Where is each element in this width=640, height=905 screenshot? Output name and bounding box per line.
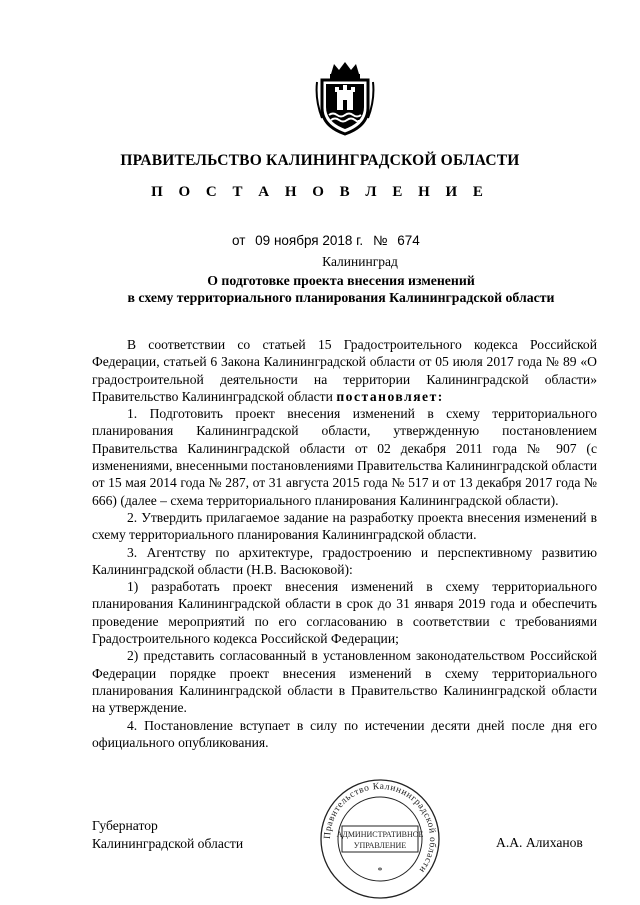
date-prefix: от <box>232 233 246 248</box>
number-sign: № <box>372 233 388 248</box>
subject-line-2: в схему территориального планирования Калининградской области <box>127 290 555 305</box>
document-body <box>92 336 597 751</box>
seal-center-line-2: УПРАВЛЕНИЕ <box>353 841 407 850</box>
signatory-title <box>92 817 243 853</box>
decree-word: постановляет: <box>336 388 444 404</box>
paragraph-3-2: 2) представить согласованный в установленном законодательством Российской Федерации порядке проект внесения изменений в схему территориального планирования Калининградской области в Правительство Калининградской области на утверждение. <box>92 648 597 716</box>
official-seal <box>315 778 445 900</box>
intro-paragraph <box>92 336 597 405</box>
document-type: П О С Т А Н О В Л Е Н И Е <box>151 184 489 200</box>
coat-of-arms-icon <box>314 60 376 136</box>
government-title: ПРАВИТЕЛЬСТВО КАЛИНИНГРАДСКОЙ ОБЛАСТИ <box>120 152 520 169</box>
paragraph-1: 1. Подготовить проект внесения изменений в схему территориального планирования Калининградской области, утвержденную постановлением Правительства Калининградской области от 02 декабря 2011 года № 907 (с изменениями, внесенными постановлениями Правительства Калининградской области от 15 мая 2014 года № 287, от 31 августа 2015 года № 517 и от 13 декабря 2017 года № 666) (далее – схема территориального планирования Калининградской области). <box>92 406 597 508</box>
city-name: Калининград <box>322 254 398 269</box>
document-date: 09 ноября 2018 г. <box>255 233 364 248</box>
seal-star-icon: * <box>377 866 383 877</box>
date-number-line <box>232 233 426 248</box>
seal-ring-text: Правительство Калининградской области <box>322 781 438 875</box>
document-subject <box>0 272 640 306</box>
signatory-name: А.А. Алиханов <box>496 835 583 850</box>
signatory-title-line-2: Калининградской области <box>92 836 244 851</box>
paragraph-3-1: 1) разработать проект внесения изменений в схему территориального планирования Калининградской области в срок до 31 января 2019 года и обеспечить проведение мероприятий по его согласованию в соответствии с требованиями Градостроительного кодекса Российской Федерации; <box>92 579 597 647</box>
document-number: 674 <box>397 233 420 248</box>
seal-center-line-1: АДМИНИСТРАТИВНОЕ <box>336 830 424 839</box>
paragraph-3: 3. Агентству по архитектуре, градостроению и перспективному развитию Калининградской области (Н.В. Васюковой): <box>92 544 597 577</box>
paragraph-4: 4. Постановление вступает в силу по истечении десяти дней после дня его официального опубликования. <box>92 717 597 750</box>
subject-line-1: О подготовке проекта внесения изменений <box>207 273 475 288</box>
intro-text: В соответствии со статьей 15 Градостроительного кодекса Российской Федерации, статьей 6 Закона Калининградской области от 05 июля 2017 года № 89 «О градостроительной деятельности на территории Калининградской области» Правительство Калининградской области <box>92 337 597 404</box>
signatory-title-line-1: Губернатор <box>92 818 158 833</box>
paragraph-2: 2. Утвердить прилагаемое задание на разработку проекта внесения изменений в схему территориального планирования Калининградской области. <box>92 509 597 543</box>
